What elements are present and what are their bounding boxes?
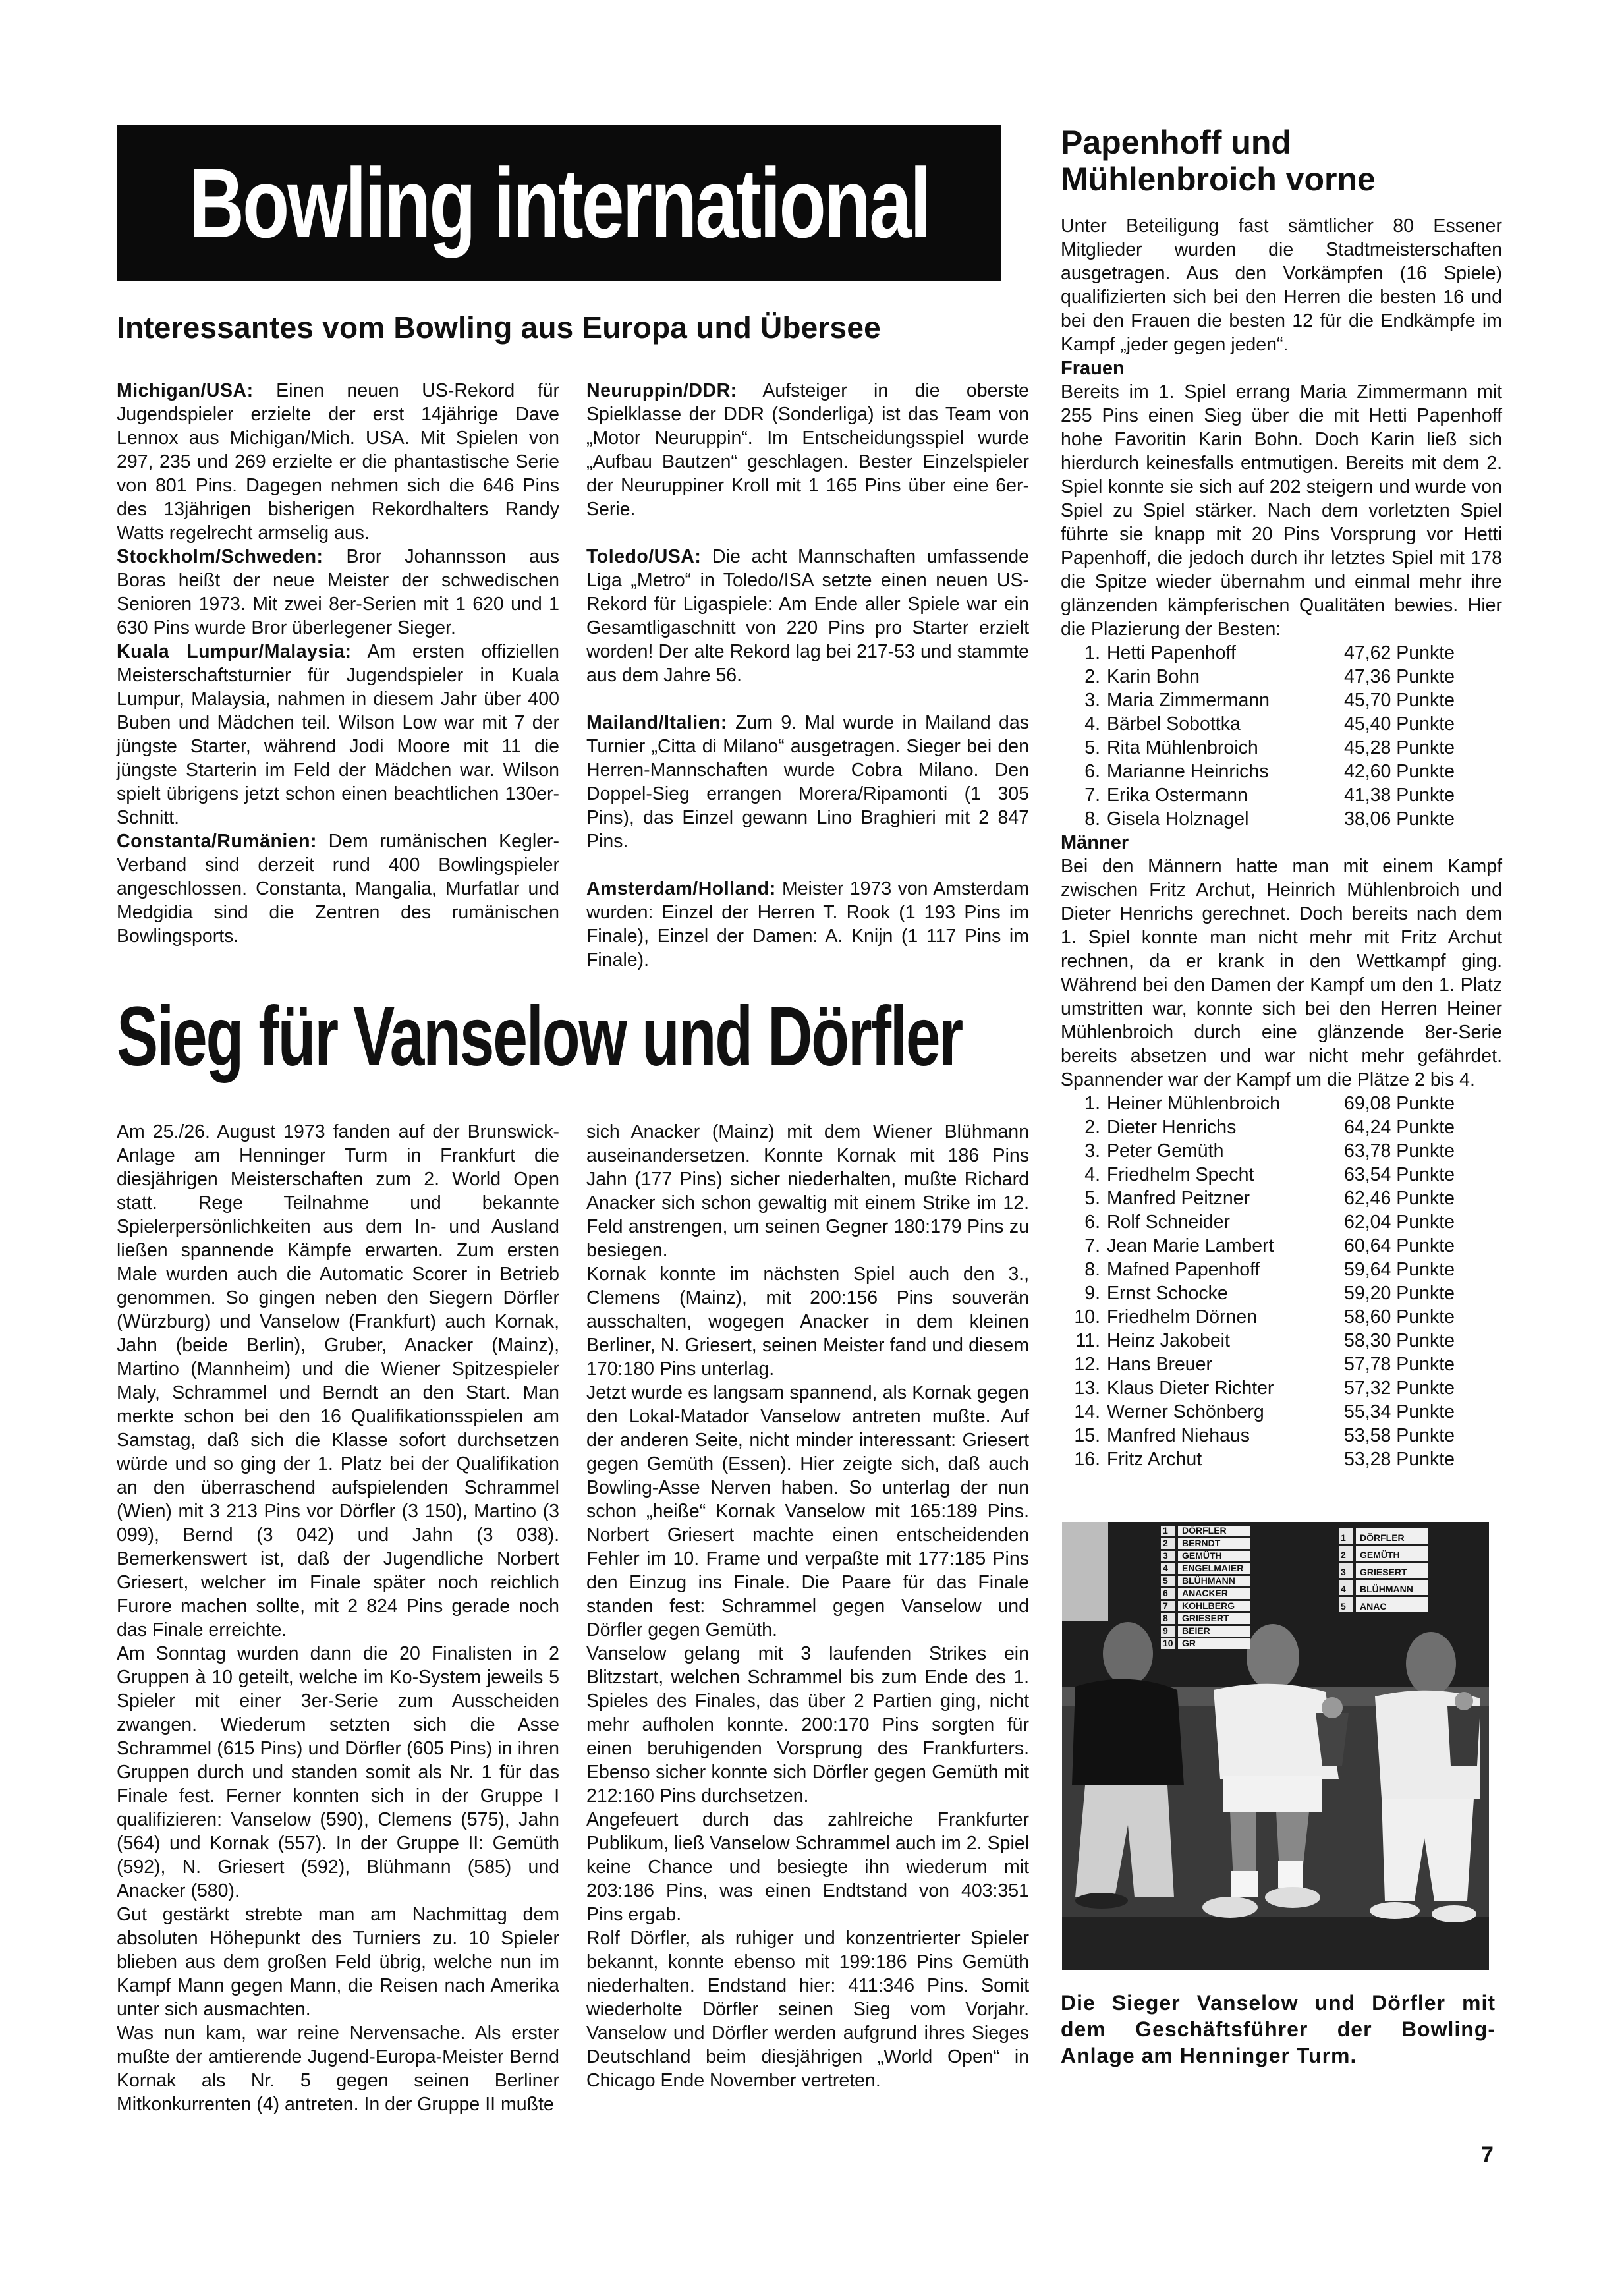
ranking-name: Hetti Papenhoff — [1107, 642, 1236, 663]
scoreboard-rank: 5 — [1341, 1601, 1346, 1611]
scoreboard-name: GRIESERT — [1360, 1567, 1407, 1577]
ranking-points: 63,54 Punkte — [1344, 1164, 1455, 1185]
ranking-row — [1061, 1400, 1502, 1424]
scoreboard-rank: 10 — [1163, 1638, 1173, 1648]
ranking-row — [1061, 1139, 1502, 1163]
ranking-position: 6. — [1084, 761, 1100, 782]
scoreboard-rank: 4 — [1341, 1584, 1346, 1594]
ranking-name: Hans Breuer — [1107, 1354, 1212, 1375]
news-item — [117, 829, 559, 948]
scoreboard-rank: 9 — [1163, 1625, 1168, 1636]
frankfurt-headline: Sieg für Vanselow und Dörfler — [117, 990, 962, 1084]
ranking-points: 53,28 Punkte — [1344, 1449, 1455, 1470]
ranking-position: 7. — [1084, 1235, 1100, 1256]
essen-headline: Papenhoff und Mühlenbroich vorne — [1061, 124, 1376, 198]
winners-photo-illustration — [1062, 1522, 1489, 1970]
ranking-row — [1061, 1447, 1502, 1471]
ranking-row — [1061, 1115, 1502, 1139]
ranking-name: Karin Bohn — [1107, 666, 1200, 687]
ranking-points: 69,08 Punkte — [1344, 1093, 1455, 1114]
ranking-name: Ernst Schocke — [1107, 1283, 1228, 1304]
essen-intro: Unter Beteiligung fast sämtlicher 80 Essener Mitglieder wurden die Stadtmeisterschaften ausgetragen. Aus den Vorkämpfen (16 Spiele) qualifizierten sich bei den Herren die besten 16 und bei den Frauen die besten 12 für die Endkämpfe im Kampf „jeder gegen jeden“. — [1061, 215, 1502, 355]
ranking-position: 16. — [1074, 1449, 1100, 1470]
article-paragraph: Gut gestärkt strebte man am Nachmittag dem absoluten Höhepunkt des Turniers zu. 10 Spieler blieben aus dem großen Feld übrig, welche nun im Kampf Mann gegen Mann, die Reisen nach Amerika unter sich ausmachten. — [117, 1904, 559, 2020]
news-text: Meister 1973 von Amsterdam wurden: Einzel der Herren T. Rook (1 193 Pins im Finale), Einzel der Damen: A. Knijn (1 117 Pins im Finale). — [586, 878, 1029, 970]
ranking-points: 55,34 Punkte — [1344, 1401, 1455, 1422]
article-paragraph: Kornak konnte im nächsten Spiel auch den 3., Clemens (Mainz), mit 200:156 Pins souverän ausschalten, wogegen Anacker in dem kleinen Berliner, N. Griesert, seinen Meister fand und diesem 170:180 Pins unterlag. — [586, 1264, 1029, 1380]
ranking-name: Mafned Papenhoff — [1107, 1259, 1260, 1280]
ranking-points: 58,60 Punkte — [1344, 1306, 1455, 1328]
men-ranking — [1061, 1092, 1502, 1471]
ranking-row — [1061, 1258, 1502, 1281]
news-item — [586, 877, 1029, 972]
news-item — [117, 379, 559, 545]
ranking-points: 59,20 Punkte — [1344, 1283, 1455, 1304]
women-text: Bereits im 1. Spiel errang Maria Zimmermann mit 255 Pins einen Sieg über die mit Hetti Papenhoff hohe Favoritin Karin Bohn. Doch Karin ließ sich hierdurch keinesfalls entmutigen. Bereits mit dem 2. Spiel konnte sie sich auf 202 steigern und wurde von Spiel zu Spiel stärker. Nach dem vorletzten Spiel führte sie knapp mit 20 Pins Vorsprung vor Hetti Papenhoff, die jedoch durch ihr letztes Spiel mit 178 die Spitze wieder übernahm und einmal mehr ihre glänzenden kämpferischen Qualitäten bewies. Hier die Plazierung der Besten: — [1061, 381, 1502, 640]
ranking-row — [1061, 1281, 1502, 1305]
men-text: Bei den Männern hatte man mit einem Kampf zwischen Fritz Archut, Heinrich Mühlenbroich und Dieter Henrichs gerechnet. Doch bereits nach dem 1. Spiel konnte man nicht mehr mit Fritz Archut rechnen, da er krank in den Wettkampf ging. Während bei den Damen der Kampf um den 1. Platz umstritten war, konnte sich bei den Herren Heiner Mühlenbroich durch eine glänzende 8er-Serie bereits absetzen und war nicht mehr gefährdet. Spannender war der Kampf um die Plätze 2 bis 4. — [1061, 856, 1502, 1090]
scoreboard-name: GRIESERT — [1182, 1613, 1229, 1623]
ranking-points: 45,70 Punkte — [1344, 690, 1455, 711]
ranking-position: 1. — [1084, 642, 1100, 663]
ranking-position: 1. — [1084, 1093, 1100, 1114]
ranking-name: Peter Gemüth — [1107, 1140, 1224, 1162]
ranking-name: Heinz Jakobeit — [1107, 1330, 1230, 1351]
ranking-row — [1061, 641, 1502, 665]
scoreboard-name: GEMÜTH — [1360, 1550, 1400, 1560]
article-paragraph: sich Anacker (Mainz) mit dem Wiener Blühmann auseinandersetzen. Konnte Kornak mit 186 Pins Jahn (177 Pins) sicher niederhalten, mußte Richard Anacker sich schon gewaltig mit einem Strike im 12. Feld anstrengen, um seinen Gegner 180:179 Pins zu besiegen. — [586, 1121, 1029, 1261]
masthead-subtitle: Interessantes vom Bowling aus Europa und Übersee — [117, 310, 881, 345]
news-location: Neuruppin/DDR: — [586, 380, 737, 401]
ranking-position: 7. — [1084, 785, 1100, 806]
scoreboard-name: BLÜHMANN — [1182, 1575, 1235, 1586]
ranking-position: 5. — [1084, 1188, 1100, 1209]
article-paragraph: Jetzt wurde es langsam spannend, als Kornak gegen den Lokal-Matador Vanselow antreten mußte. Auf der anderen Seite, nicht minder interessant: Griesert gegen Gemüth (Essen). Hier zeigte sich, daß auch Bowling-Asse Nerven haben. So unterlag der nun schon „heiße“ Kornak Vanselow mit 165:189 Pins. Norbert Griesert machte einen entscheidenden Fehler im 10. Frame und verpaßte mit 177:185 Pins den Einzug ins Finale. Die Paare für das Finale standen fest: Schrammel gegen Vanselow und Dörfler gegen Gemüth. — [586, 1382, 1029, 1640]
ranking-points: 63,78 Punkte — [1344, 1140, 1455, 1162]
ranking-name: Manfred Niehaus — [1107, 1425, 1250, 1446]
ranking-name: Klaus Dieter Richter — [1107, 1378, 1274, 1399]
news-column-left — [117, 379, 559, 948]
scoreboard-rank: 7 — [1163, 1600, 1168, 1611]
ranking-name: Werner Schönberg — [1107, 1401, 1264, 1422]
news-text: Die acht Mannschaften umfassende Liga „Metro“ in Toledo/ISA setzte einen neuen US-Rekord für Ligaspiele: Am Ende aller Spiele war ein Gesamtligaschnitt von 220 Pins pro Starter erzielt worden! Der alte Rekord lag bei 217-53 und stammte aus dem Jahre 56. — [586, 546, 1029, 686]
ranking-name: Heiner Mühlenbroich — [1107, 1093, 1280, 1114]
scoreboard-rank: 5 — [1163, 1575, 1168, 1586]
article-paragraph: Angefeuert durch das zahlreiche Frankfurter Publikum, ließ Vanselow Schrammel auch im 2. Spiel keine Chance und besiegte ihn wiederum mit 203:186 Pins, was einen Endtstand von 403:351 Pins ergab. — [586, 1809, 1029, 1925]
scoreboard-rank: 3 — [1341, 1567, 1346, 1577]
ranking-row — [1061, 1210, 1502, 1234]
news-location: Stockholm/Schweden: — [117, 546, 323, 567]
ranking-row — [1061, 760, 1502, 783]
floor — [1062, 1917, 1489, 1970]
news-location: Toledo/USA: — [586, 546, 702, 567]
ranking-position: 12. — [1074, 1354, 1100, 1375]
news-item — [586, 711, 1029, 853]
ranking-position: 15. — [1074, 1425, 1100, 1446]
news-item — [586, 545, 1029, 687]
ranking-position: 11. — [1075, 1330, 1100, 1351]
news-location: Michigan/USA: — [117, 380, 254, 401]
ranking-position: 3. — [1084, 1140, 1100, 1162]
scoreboard-name: BLÜHMANN — [1360, 1584, 1413, 1594]
scoreboard-rank: 2 — [1341, 1550, 1346, 1560]
news-text: Aufsteiger in die oberste Spielklasse der DDR (Sonderliga) ist das Team von „Motor Neuruppin“. Im Entscheidungsspiel wurde „Aufbau Bautzen“ geschlagen. Bester Einzelspieler der Neuruppiner Kroll mit 1 165 Pins über eine 6er-Serie. — [586, 380, 1029, 520]
ranking-points: 58,30 Punkte — [1344, 1330, 1455, 1351]
news-location: Mailand/Italien: — [586, 712, 727, 733]
scoreboard-rank: 1 — [1163, 1525, 1168, 1536]
news-item — [586, 379, 1029, 521]
ranking-position: 13. — [1074, 1378, 1100, 1399]
scoreboard-name: ENGELMAIER — [1182, 1563, 1244, 1573]
ranking-row — [1061, 807, 1502, 831]
scoreboard-rank: 8 — [1163, 1613, 1168, 1623]
ranking-position: 8. — [1084, 1259, 1100, 1280]
news-item — [117, 640, 559, 829]
scoreboard-name: DÖRFLER — [1182, 1525, 1227, 1536]
ranking-points: 62,04 Punkte — [1344, 1212, 1455, 1233]
ranking-position: 2. — [1084, 1117, 1100, 1138]
ranking-row — [1061, 1329, 1502, 1353]
ranking-points: 64,24 Punkte — [1344, 1117, 1455, 1138]
scoreboard-rank: 2 — [1163, 1538, 1168, 1548]
men-heading: Männer — [1061, 832, 1129, 853]
scoreboard-name: GEMÜTH — [1182, 1550, 1222, 1561]
ranking-position: 5. — [1084, 737, 1100, 758]
page-number: 7 — [1481, 2142, 1494, 2168]
ranking-position: 8. — [1084, 808, 1100, 829]
ranking-row — [1061, 1092, 1502, 1115]
scoreboard-right — [1339, 1528, 1428, 1612]
ranking-name: Manfred Peitzner — [1107, 1188, 1250, 1209]
news-text: Bror Johannsson aus Boras heißt der neue Meister der schwedischen Senioren 1973. Mit zwei 8er-Serien mit 1 620 und 1 630 Pins wurde Bror überlegener Sieger. — [117, 546, 559, 638]
ranking-position: 4. — [1084, 1164, 1100, 1185]
news-location: Constanta/Rumänien: — [117, 831, 318, 852]
scoreboard-rank: 3 — [1163, 1550, 1168, 1561]
article-paragraph: Was nun kam, war reine Nervensache. Als erster mußte der amtierende Jugend-Europa-Meister Bernd Kornak als Nr. 5 gegen seinen Berliner Mitkonkurrenten (4) antreten. In der Gruppe II mußte — [117, 2023, 559, 2115]
ranking-points: 57,32 Punkte — [1344, 1378, 1455, 1399]
scoreboard-rank: 4 — [1163, 1563, 1168, 1573]
ranking-points: 41,38 Punkte — [1344, 785, 1455, 806]
ranking-points: 57,78 Punkte — [1344, 1354, 1455, 1375]
ranking-row — [1061, 1305, 1502, 1329]
essen-article — [1061, 214, 1502, 1471]
masthead-banner — [117, 125, 1001, 281]
ranking-name: Erika Ostermann — [1107, 785, 1248, 806]
scoreboard-name: ANACKER — [1182, 1588, 1228, 1598]
scoreboard-name: DÖRFLER — [1360, 1532, 1405, 1543]
news-item — [117, 545, 559, 640]
ranking-name: Bärbel Sobottka — [1107, 714, 1241, 735]
ranking-name: Marianne Heinrichs — [1107, 761, 1269, 782]
ranking-name: Friedhelm Specht — [1107, 1164, 1254, 1185]
ranking-row — [1061, 1376, 1502, 1400]
scoreboard-name: BEIER — [1182, 1625, 1210, 1636]
ranking-points: 47,36 Punkte — [1344, 666, 1455, 687]
ranking-name: Dieter Henrichs — [1107, 1117, 1237, 1138]
ranking-name: Rita Mühlenbroich — [1107, 737, 1258, 758]
ranking-position: 14. — [1074, 1401, 1100, 1422]
women-heading: Frauen — [1061, 358, 1125, 379]
scoreboard-small — [1062, 1522, 1108, 1621]
ranking-name: Gisela Holznagel — [1107, 808, 1249, 829]
news-column-right — [586, 379, 1029, 972]
ranking-row — [1061, 1187, 1502, 1210]
scoreboard-name: GR — [1182, 1638, 1196, 1648]
scoreboard-name: ANAC — [1360, 1601, 1387, 1611]
article-paragraph: Am Sonntag wurden dann die 20 Finalisten in 2 Gruppen à 10 geteilt, welche im Ko-System jeweils 5 Spieler mit einer 3er-Serie zum Ausscheiden zwangen. Wiederum setzten sich die Asse Schrammel (615 Pins) und Dörfler (605 Pins) in ihren Gruppen durch und standen somit als Nr. 1 für das Finale fest. Ferner konnten sich in der Gruppe I qualifizieren: Vanselow (590), Clemens (575), Jahn (564) und Kornak (557). In der Gruppe II: Gemüth (592), N. Griesert (592), Blühmann (585) und Anacker (580). — [117, 1643, 559, 1901]
news-text: Einen neuen US-Rekord für Jugendspieler erzielte der erst 14jährige Dave Lennox aus Michigan/Mich. USA. Mit Spielen von 297, 235 und 269 erzielte er die phantastische Serie von 801 Pins. Dagegen nehmen sich die 646 Pins des 13jährigen bisherigen Rekordhalters Randy Watts regelrecht armselig aus. — [117, 380, 559, 544]
ranking-points: 42,60 Punkte — [1344, 761, 1455, 782]
news-location: Amsterdam/Holland: — [586, 878, 776, 899]
news-location: Kuala Lumpur/Malaysia: — [117, 641, 352, 662]
ranking-points: 60,64 Punkte — [1344, 1235, 1455, 1256]
scoreboard-rank: 1 — [1341, 1532, 1346, 1543]
ranking-row — [1061, 1163, 1502, 1187]
frankfurt-column-left — [117, 1120, 559, 2116]
ranking-row — [1061, 712, 1502, 736]
ranking-row — [1061, 665, 1502, 688]
ranking-row — [1061, 736, 1502, 760]
news-text: Zum 9. Mal wurde in Mailand das Turnier „Citta di Milano“ ausgetragen. Sieger bei den Herren-Mannschaften wurde Cobra Milano. Den Doppel-Sieg errangen Morera/Ripamonti (1 305 Pins), das Einzel gewann Lino Braghieri mit 2 847 Pins. — [586, 712, 1029, 852]
ranking-points: 53,58 Punkte — [1344, 1425, 1455, 1446]
ranking-name: Rolf Schneider — [1107, 1212, 1230, 1233]
ranking-position: 6. — [1084, 1212, 1100, 1233]
ranking-row — [1061, 1353, 1502, 1376]
article-paragraph: Am 25./26. August 1973 fanden auf der Brunswick-Anlage am Henninger Turm in Frankfurt die diesjährigen Meisterschaften zum 2. World Open statt. Rege Teilnahme und bekannte Spielerpersönlichkeiten aus dem In- und Ausland ließen spannende Kämpfe erwarten. Zum ersten Male wurden auch die Automatic Scorer in Betrieb genommen. So gingen neben den Siegern Dörfler (Würzburg) und Vanselow (Frankfurt) auch Kornak, Jahn (beide Berlin), Gruber, Anacker (Mainz), Martino (Mannheim) und die Wiener Spitzespieler Maly, Schrammel und Berndt an den Start. Man merkte schon bei den 16 Qualifikationsspielen am Samstag, daß sich die Klasse sofort durchsetzen würde und so ging der 1. Platz bei der Qualifikation an den überraschend aufspielenden Schrammel (Wien) mit 3 213 Pins vor Dörfler (3 150), Martino (3 099), Bernd (3 042) und Jahn (3 038). Bemerkenswert ist, daß der Jugendliche Norbert Griesert, welcher im Finale später noch reichlich Furore machen sollte, mit 2 824 Pins gerade noch das Finale erreichte. — [117, 1121, 559, 1640]
ranking-row — [1061, 688, 1502, 712]
article-paragraph: Rolf Dörfler, als ruhiger und konzentrierter Spieler bekannt, konnte ebenso mit 199:186 Pins Gemüth niederhalten. Endstand hier: 411:346 Pins. Somit wiederholte Dörfler seinen Sieg vom Vorjahr. Vanselow und Dörfler werden aufgrund ihres Sieges Deutschland beim diesjährigen „World Open“ in Chicago Ende November vertreten. — [586, 1928, 1029, 2091]
women-ranking — [1061, 641, 1502, 831]
ranking-points: 38,06 Punkte — [1344, 808, 1455, 829]
ranking-position: 10. — [1074, 1306, 1100, 1328]
ranking-row — [1061, 783, 1502, 807]
frankfurt-column-right — [586, 1120, 1029, 2092]
scoreboard-name: BERNDT — [1182, 1538, 1221, 1548]
ranking-points: 59,64 Punkte — [1344, 1259, 1455, 1280]
ranking-position: 9. — [1084, 1283, 1100, 1304]
ranking-name: Maria Zimmermann — [1107, 690, 1270, 711]
photo-caption: Die Sieger Vanselow und Dörfler mit dem Geschäftsführer der Bowling-Anlage am Henninger Turm. — [1061, 1991, 1496, 2067]
winners-photo — [1062, 1522, 1489, 1970]
news-text: Am ersten offiziellen Meisterschaftsturnier für Jugendspieler in Kuala Lumpur, Malaysia, nahmen in diesem Jahr über 400 Buben und Mädchen teil. Wilson Low war mit 7 der jüngste Starter, während Jodi Moore mit 11 die jüngste Starterin im Feld der Mädchen war. Wilson spielt übrigens jetzt schon einen beachtlichen 130er-Schnitt. — [117, 641, 559, 828]
ranking-points: 45,40 Punkte — [1344, 714, 1455, 735]
masthead-title: Bowling international — [188, 148, 930, 258]
ranking-points: 47,62 Punkte — [1344, 642, 1455, 663]
scoreboard-name: KOHLBERG — [1182, 1600, 1235, 1611]
ranking-position: 2. — [1084, 666, 1100, 687]
ranking-position: 4. — [1084, 714, 1100, 735]
ranking-name: Jean Marie Lambert — [1107, 1235, 1274, 1256]
scoreboard-rank: 6 — [1163, 1588, 1168, 1598]
ranking-name: Fritz Archut — [1107, 1449, 1202, 1470]
ranking-points: 62,46 Punkte — [1344, 1188, 1455, 1209]
ranking-position: 3. — [1084, 690, 1100, 711]
news-text: Dem rumänischen Kegler-Verband sind derzeit rund 400 Bowlingspieler angeschlossen. Constanta, Mangalia, Murfatlar und Medgidia sind die Zentren des rumänischen Bowlingsports. — [117, 831, 559, 947]
ranking-points: 45,28 Punkte — [1344, 737, 1455, 758]
article-paragraph: Vanselow gelang mit 3 laufenden Strikes ein Blitzstart, welchen Schrammel bis zum Ende des 1. Spieles des Finales, das über 2 Partien ging, nicht mehr aufholen konnte. 200:170 Pins sorgten für einen beruhigenden Vorsprung des Frankfurters. Ebenso sicher konnte sich Dörfler gegen Gemüth mit 212:160 Pins durchsetzen. — [586, 1643, 1029, 1806]
ranking-row — [1061, 1234, 1502, 1258]
ranking-name: Friedhelm Dörnen — [1107, 1306, 1258, 1328]
ranking-row — [1061, 1424, 1502, 1447]
